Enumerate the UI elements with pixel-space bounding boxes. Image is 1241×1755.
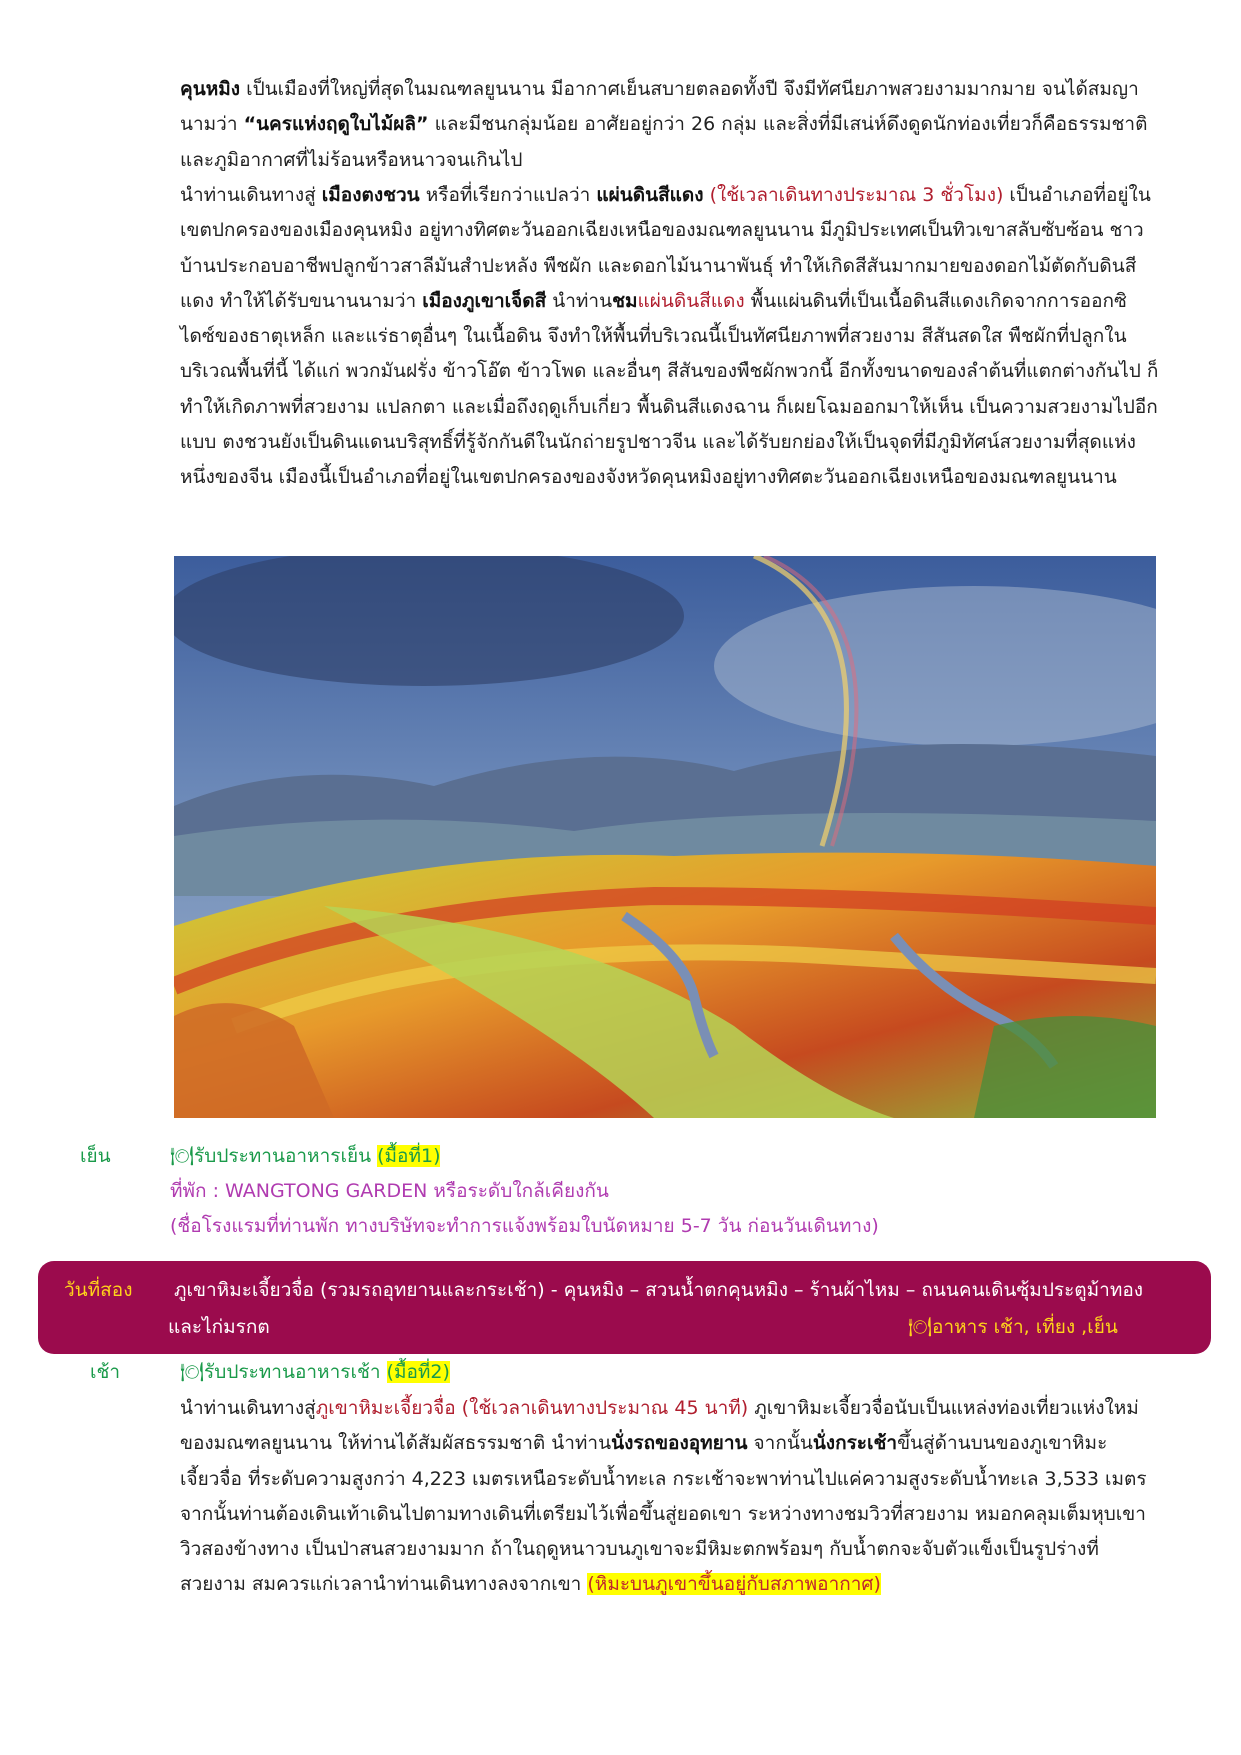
dining-icon: 🍽: [908, 1316, 933, 1338]
dining-icon: 🍽: [170, 1145, 195, 1167]
hotel-note: (ชื่อโรงแรมที่ท่านพัก ทางบริษัทจะทำการแจ้งพร้อมใบนัดหมาย 5-7 วัน ก่อนวันเดินทาง): [170, 1215, 879, 1237]
evening-meal: 🍽 รับประทานอาหารเย็น (มื้อที่1): [170, 1139, 1150, 1174]
intro-paragraph: คุนหมิง เป็นเมืองที่ใหญ่ที่สุดในมณฑลยูนนาน มีอากาศเย็นสบายตลอดทั้งปี จึงมีทัศนียภาพสวยงามมากมาย จนได้สมญานามว่า “นครแห่งฤดูใบไม้ผลิ” และมีชนกลุ่มน้อย อาศัยอยู่กว่า 26 กลุ่ม และสิ่งที่มีเสน่ห์ดึงดูดนักท่องเที่ยวก็คือธรรมชาติและภูมิอากาศที่ไม่ร้อนหรือหนาวจนเกินไป: [180, 78, 1148, 171]
day2-meals: 🍽 อาหาร เช้า, เที่ยง ,เย็น: [908, 1316, 1118, 1338]
day2-label: วันที่สอง: [64, 1279, 133, 1301]
evening-label: เย็น: [80, 1145, 111, 1167]
dining-icon: 🍽: [180, 1361, 205, 1383]
hotel-line: ที่พัก : WANGTONG GARDEN หรือระดับใกล้เคียงกัน: [170, 1180, 609, 1202]
morning-label: เช้า: [90, 1361, 121, 1383]
day2-header-bar: [38, 1261, 1211, 1354]
dongchuan-paragraph: นำท่านเดินทางสู่ เมืองตงชวน หรือที่เรียกว่าแปลว่า แผ่นดินสีแดง (ใช้เวลาเดินทางประมาณ 3 ชั่วโมง) เป็นอำเภอที่อยู่ในเขตปกครองของเมืองคุนหมิง อยู่ทางทิศตะวันออกเฉียงเหนือของมณฑลยูนนาน มีภูมิประเทศเป็นทิวเขาสลับซับซ้อน ชาวบ้านประกอบอาชีพปลูกข้าวสาลีมันสำปะหลัง พืชผัก และดอกไม้นานาพันธุ์ ทำให้เกิดสีสันมากมายของดอกไม้ตัดกับดินสีแดง ทำให้ได้รับขนานนามว่า เมืองภูเขาเจ็ดสี นำท่านชมแผ่นดินสีแดง พื้นแผ่นดินที่เป็นเนื้อดินสีแดงเกิดจากการออกซิไดซ์ของธาตุเหล็ก และแร่ธาตุอื่นๆ ในเนื้อดิน จึงทำให้พื้นที่บริเวณนี้เป็นทัศนียภาพที่สวยงาม สีสันสดใส พืชผักที่ปลูกในบริเวณพื้นที่นี้ ได้แก่ พวกมันฝรั่ง ข้าวโอ๊ต ข้าวโพด และอื่นๆ สีสันของพืชผักพวกนี้ อีกทั้งขนาดของลำต้นที่แตกต่างกันไป ก็ทำให้เกิดภาพที่สวยงาม แปลกตา และเมื่อถึงฤดูเก็บเกี่ยว พื้นดินสีแดงฉาน ก็เผยโฉมออกมาให้เห็น เป็นความสวยงามไปอีกแบบ ตงชวนยังเป็นดินแดนบริสุทธิ์ที่รู้จักกันดีในนักถ่ายรูปชาวจีน และได้รับยกย่องให้เป็นจุดที่มีภูมิทัศน์สวยงามที่สุดแห่งหนึ่งของจีน เมืองนี้เป็นอำเภอที่อยู่ในเขตปกครองของจังหวัดคุนหมิงอยู่ทางทิศตะวันออกเฉียงเหนือของมณฑลยูนนาน: [180, 184, 1159, 489]
snow-note: (หิมะบนภูเขาขึ้นอยู่กับสภาพอากาศ): [587, 1573, 881, 1596]
meal-number: (มื้อที่2): [386, 1361, 450, 1383]
nickname: “นครแห่งฤดูใบไม้ผลิ”: [243, 113, 429, 136]
landscape-photo: [174, 556, 1156, 1118]
morning-paragraph: นำท่านเดินทางสู่ภูเขาหิมะเจี้ยวจื่อ (ใช้เวลาเดินทางประมาณ 45 นาที) ภูเขาหิมะเจี้ยวจื่อนับเป็นแหล่งท่องเที่ยวแห่งใหม่ของมณฑลยูนนาน ให้ท่านได้สัมผัสธรรมชาติ นำท่านนั่งรถของอุทยาน จากนั้นนั่งกระเช้าขึ้นสู่ด้านบนของภูเขาหิมะเจี้ยวจื่อ ที่ระดับความสูงกว่า 4,223 เมตรเหนือระดับน้ำทะเล กระเช้าจะพาท่านไปแค่ความสูงระดับน้ำทะเล 3,533 เมตร จากนั้นท่านต้องเดินเท้าเดินไปตามทางเดินที่เตรียมไว้เพื่อขึ้นสู่ยอดเขา ระหว่างทางชมวิวที่สวยงาม หมอกคลุมเต็มหุบเขาวิวสองข้างทาง เป็นป่าสนสวยงามมาก ถ้าในฤดูหนาวบนภูเขาจะมีหิมะตกพร้อมๆ กับน้ำตกจะจับตัวแข็งเป็นรูปร่างที่สวยงาม สมควรแก่เวลานำท่านเดินทางลงจากเขา (หิมะบนภูเขาขึ้นอยู่กับสภาพอากาศ): [180, 1397, 1147, 1596]
morning-meal: 🍽 รับประทานอาหารเช้า (มื้อที่2): [180, 1355, 1160, 1390]
day2-route-line1: ภูเขาหิมะเจี้ยวจื่อ (รวมรถอุทยานและกระเช้า) - คุนหมิง – สวนน้ำตกคุนหมิง – ร้านผ้าไหม – ถนนคนเดินซุ้มประตูม้าทอง: [174, 1279, 1144, 1301]
day2-route-line2: และไก่มรกต: [168, 1316, 270, 1338]
meal-number: (มื้อที่1): [377, 1145, 441, 1167]
kunming-title: คุนหมิง: [180, 78, 241, 100]
